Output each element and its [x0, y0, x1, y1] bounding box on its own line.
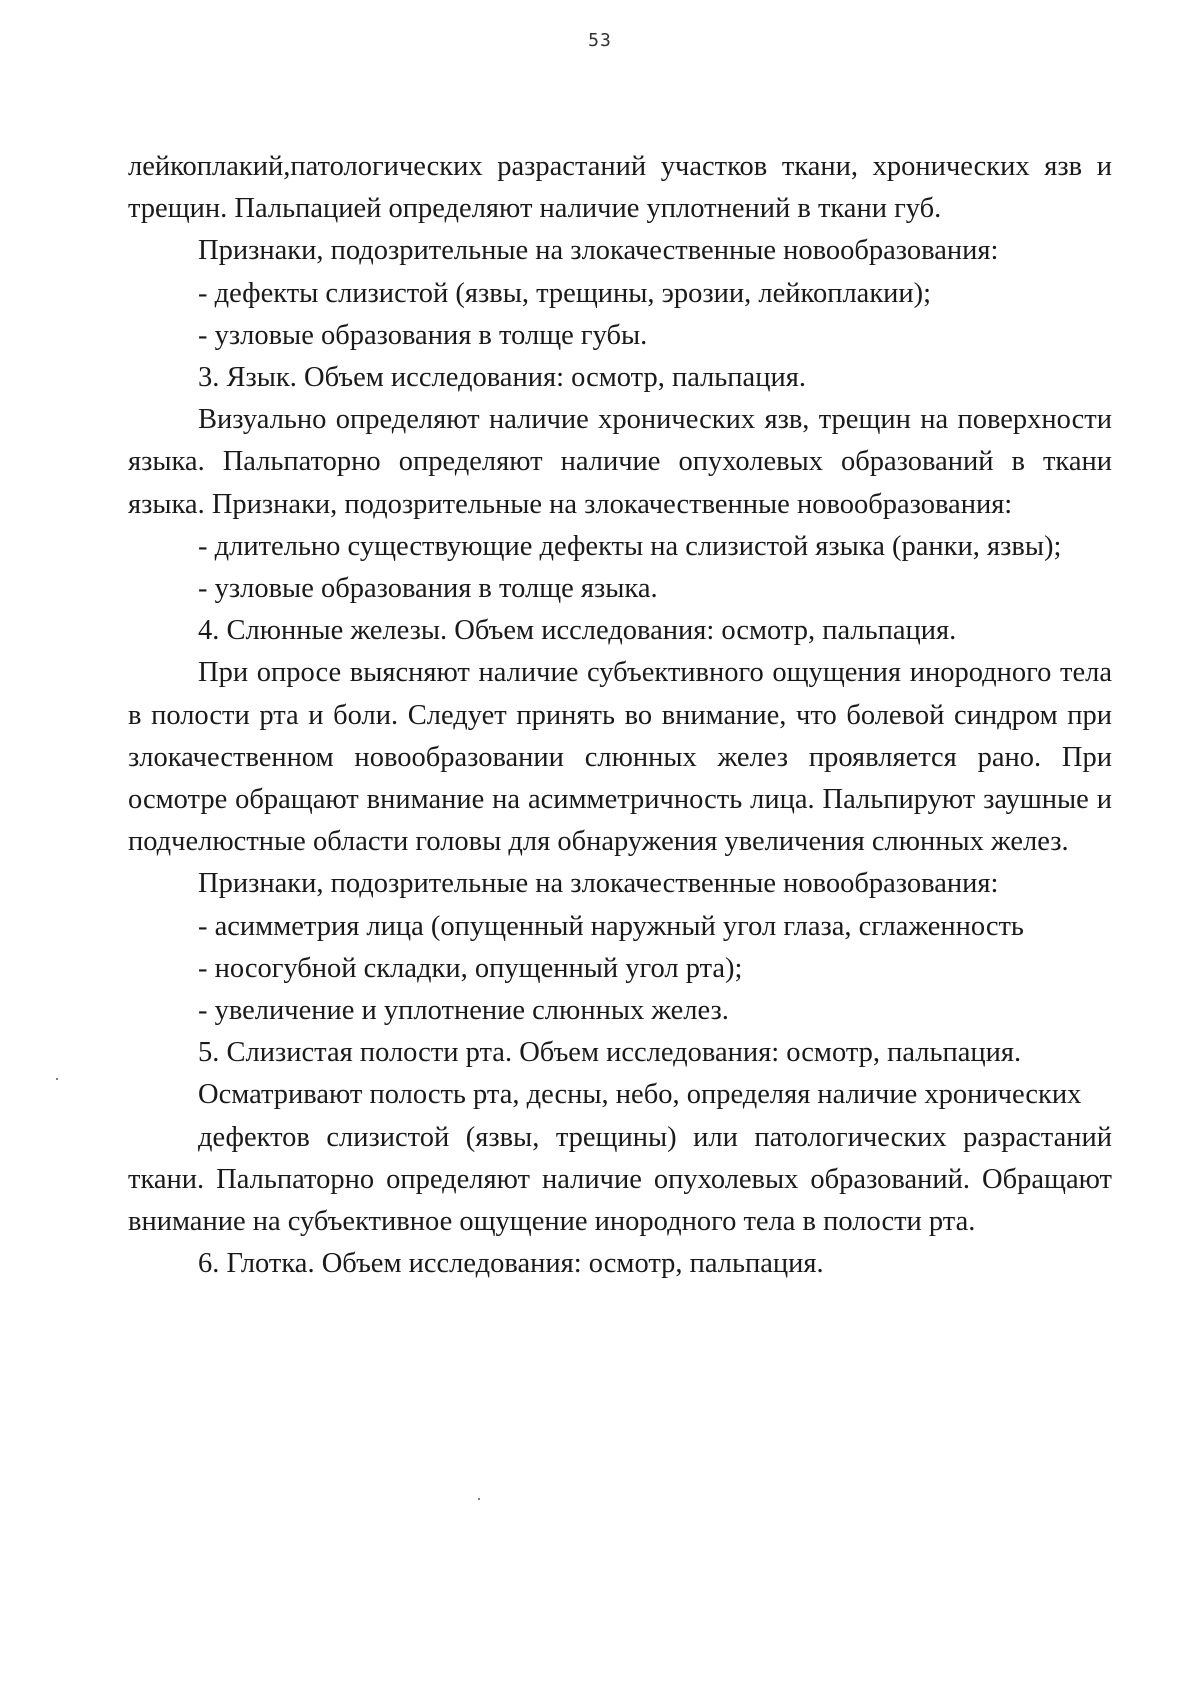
- list-item-face-asymmetry: - асимметрия лица (опущенный наружный угол глаза, сглаженность: [198, 910, 1024, 942]
- list-item-gland-enlargement: - увеличение и уплотнение слюнных желез.: [198, 995, 729, 1027]
- scan-speck: [56, 1078, 58, 1080]
- paragraph-lips-continuation: лейкоплакий,патологических разрастаний участков ткани, хронических язв и трещин. Пальпацией определяют наличие уплотнений в ткани губ.: [128, 151, 1112, 225]
- scan-speck: [478, 1498, 480, 1500]
- list-item-lips-nodules: - узловые образования в толще губы.: [198, 319, 648, 351]
- section-heading-tongue: 3. Язык. Объем исследования: осмотр, пальпация.: [198, 362, 806, 394]
- list-item-tongue-nodules: - узловые образования в толще языка.: [198, 573, 658, 605]
- paragraph-oral-mucosa-defects: дефектов слизистой (язвы, трещины) или патологических разрастаний ткани. Пальпаторно определяют наличие опухолевых образований. Обращают внимание на субъективное ощущение инородного тела в полости рта.: [128, 1121, 1112, 1238]
- section-heading-oral-mucosa: 5. Слизистая полости рта. Объем исследования: осмотр, пальпация.: [198, 1037, 1022, 1069]
- section-heading-pharynx: 6. Глотка. Объем исследования: осмотр, пальпация.: [198, 1248, 824, 1280]
- page-number: 53: [588, 30, 612, 51]
- document-body: [128, 146, 1112, 1285]
- list-item-tongue-defects: - длительно существующие дефекты на слизистой языка (ранки, язвы);: [198, 530, 1062, 562]
- paragraph-oral-mucosa-exam: Осматривают полость рта, десны, небо, определяя наличие хронических: [198, 1079, 1082, 1111]
- section-heading-salivary-glands: 4. Слюнные железы. Объем исследования: осмотр, пальпация.: [198, 615, 957, 647]
- list-item-nasolabial-fold: - носогубной складки, опущенный угол рта);: [198, 952, 743, 984]
- paragraph-lips-signs-heading: Признаки, подозрительные на злокачественные новообразования:: [198, 235, 999, 267]
- paragraph-salivary-signs-heading: Признаки, подозрительные на злокачественные новообразования:: [198, 868, 999, 900]
- paragraph-salivary-exam: При опросе выясняют наличие субъективного ощущения инородного тела в полости рта и боли. Следует принять во внимание, что болевой синдром при злокачественном новообразовании слюнных желез проявляется рано. При осмотре обращают внимание на асимметричность лица. Пальпируют заушные и подчелюстные области головы для обнаружения увеличения слюнных желез.: [128, 657, 1112, 858]
- paragraph-tongue-exam: Визуально определяют наличие хронических язв, трещин на поверхности языка. Пальпаторно определяют наличие опухолевых образований в ткани языка. Признаки, подозрительные на злокачественные новообразования:: [128, 404, 1112, 520]
- list-item-lips-defects: - дефекты слизистой (язвы, трещины, эрозии, лейкоплакии);: [198, 277, 932, 309]
